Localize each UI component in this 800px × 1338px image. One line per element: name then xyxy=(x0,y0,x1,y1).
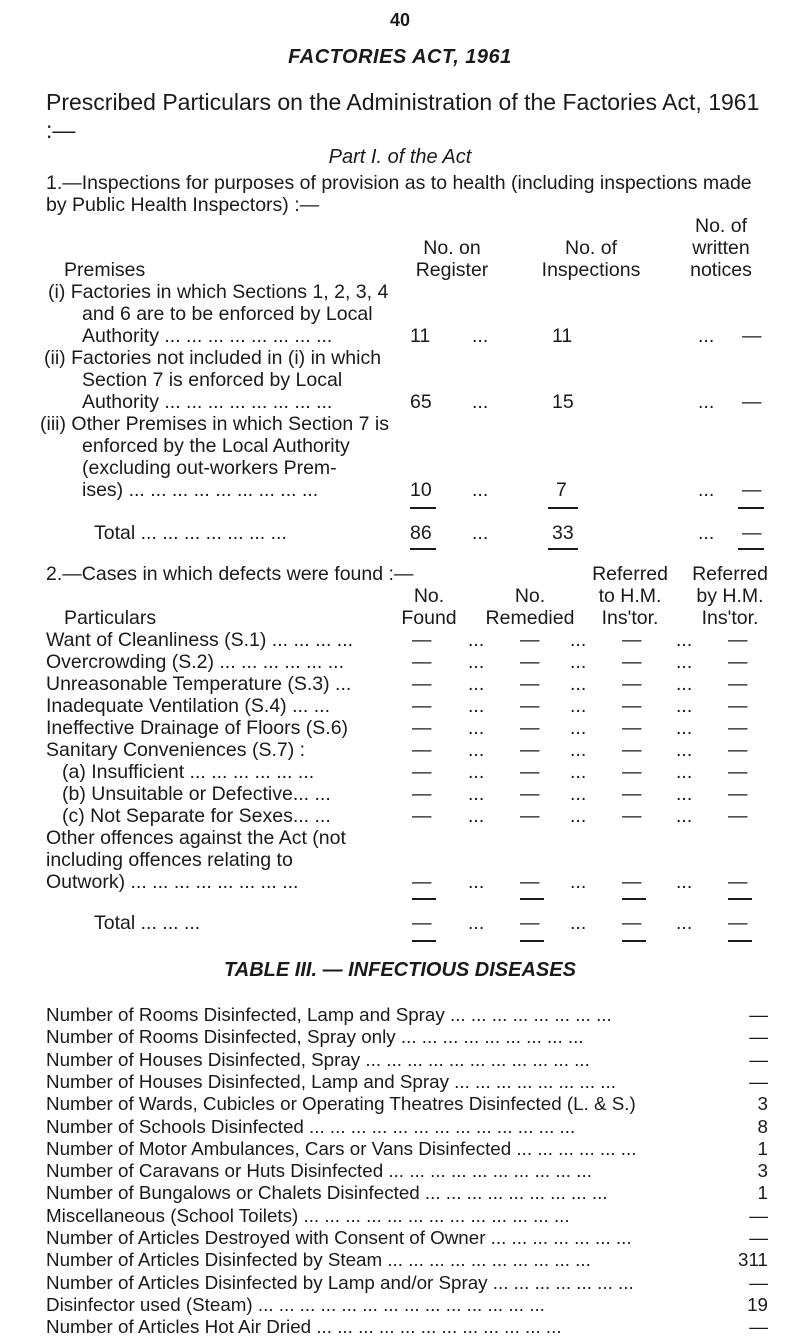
infectious-row-label: Number of Articles Disinfected by Steam ... ... ... ... ... ... ... ... ... ... xyxy=(46,1249,591,1270)
defect-row-label: Sanitary Conveniences (S.7) : xyxy=(46,739,306,761)
defect-row-found: — xyxy=(412,629,432,651)
rule-notices-bottom xyxy=(738,548,764,550)
col-notices-header-1: No. of xyxy=(694,215,748,237)
section2-total-ref-by: — xyxy=(728,912,748,934)
defect-row-sep-1: ... xyxy=(468,783,485,805)
defect-row-remedied: — xyxy=(520,717,540,739)
col-notices-header-3: notices xyxy=(690,259,752,281)
row-iii-label-4: ises) ... ... ... ... ... ... ... ... ... xyxy=(82,479,319,501)
row-iii-sep-1: ... xyxy=(472,479,489,501)
defect-row-found: — xyxy=(412,805,432,827)
defect-row-found: — xyxy=(412,651,432,673)
defect-row-found: — xyxy=(412,739,432,761)
rule-ref-by-bottom xyxy=(728,940,752,942)
defect-row-ref-by: — xyxy=(728,695,748,717)
defect-row-sep-3: ... xyxy=(676,783,693,805)
table3-title: TABLE III. — INFECTIOUS DISEASES xyxy=(224,959,576,981)
section2-total-ref-to: — xyxy=(622,912,642,934)
defect-row-sep-1: ... xyxy=(468,761,485,783)
row-i-sep-1: ... xyxy=(472,325,489,347)
row-i-notices: — xyxy=(742,325,762,347)
defect-row-ref-by: — xyxy=(728,739,748,761)
defect-row-label: Ineffective Drainage of Floors (S.6) xyxy=(46,717,349,739)
row-iii-sep-2: ... xyxy=(698,479,715,501)
defect-row-ref-by: — xyxy=(728,673,748,695)
row-i-label-3: Authority ... ... ... ... ... ... ... ... xyxy=(82,325,333,347)
infectious-row-value: 3 xyxy=(757,1160,768,1181)
defect-row-sep-1: ... xyxy=(468,673,485,695)
defect-row-remedied: — xyxy=(520,805,540,827)
row-ii-label-3: Authority ... ... ... ... ... ... ... ... xyxy=(82,391,333,413)
col-ref-to-header-3: Ins'tor. xyxy=(601,607,659,629)
defect-row-ref-to: — xyxy=(622,805,642,827)
defect-row-found: — xyxy=(412,783,432,805)
row-ii-label-1: (ii) Factories not included in (i) in which xyxy=(44,347,382,369)
section2-total-sep-1: ... xyxy=(468,912,485,934)
infectious-row-value: 311 xyxy=(738,1249,768,1270)
rule-remedied-bottom xyxy=(520,940,544,942)
section2-title: 2.—Cases in which defects were found :— xyxy=(46,563,414,585)
defect-row-sep-1: ... xyxy=(468,651,485,673)
rule-inspections-bottom xyxy=(548,548,578,550)
defect-row-sep-3: ... xyxy=(676,673,693,695)
infectious-row-label: Disinfector used (Steam) ... ... ... ... ... ... ... ... ... ... ... ... ... ... xyxy=(46,1294,545,1315)
row-iii-label-1: (iii) Other Premises in which Section 7 is xyxy=(40,413,389,435)
defect-row-sep-3: ... xyxy=(676,695,693,717)
infectious-row-value: — xyxy=(749,1205,768,1226)
row-ii-sep-1: ... xyxy=(472,391,489,413)
col-inspections-header-1: No. of xyxy=(564,237,618,259)
section2-total-found: — xyxy=(412,912,432,934)
col-premises-header: Premises xyxy=(64,259,146,281)
defect-row-label: (b) Unsuitable or Defective... ... xyxy=(62,783,331,805)
row-i-label-2: and 6 are to be enforced by Local xyxy=(82,303,373,325)
defect-row-label: Inadequate Ventilation (S.4) ... ... xyxy=(46,695,331,717)
defect-row-label: Overcrowding (S.2) ... ... ... ... ... ... xyxy=(46,651,344,673)
part-heading: Part I. of the Act xyxy=(328,146,472,168)
other-offences-remedied: — xyxy=(520,871,540,893)
defect-row-sep-2: ... xyxy=(570,695,587,717)
infectious-row-label: Number of Rooms Disinfected, Spray only ... ... ... ... ... ... ... ... ... xyxy=(46,1026,584,1047)
defect-row-ref-by: — xyxy=(728,651,748,673)
defect-row-sep-3: ... xyxy=(676,805,693,827)
defect-row-label: Unreasonable Temperature (S.3) ... xyxy=(46,673,352,695)
infectious-row-value: 3 xyxy=(757,1093,768,1114)
defect-row-label: (a) Insufficient ... ... ... ... ... ... xyxy=(62,761,315,783)
rule-register-top xyxy=(410,507,436,509)
infectious-row-value: 1 xyxy=(757,1182,768,1203)
row-iii-notices: — xyxy=(742,479,762,501)
col-remedied-header-2: Remedied xyxy=(485,607,575,629)
defect-row-remedied: — xyxy=(520,695,540,717)
col-ref-to-header-2: to H.M. xyxy=(598,585,662,607)
defect-row-sep-3: ... xyxy=(676,651,693,673)
infectious-row-value: — xyxy=(749,1071,768,1092)
infectious-row-value: — xyxy=(749,1049,768,1070)
intro-paragraph: Prescribed Particulars on the Administration of the Factories Act, 1961 :— xyxy=(46,89,760,143)
rule-ref-to-top xyxy=(622,898,646,900)
defect-row-sep-3: ... xyxy=(676,761,693,783)
infectious-row-value: 1 xyxy=(757,1138,768,1159)
defect-row-sep-3: ... xyxy=(676,629,693,651)
defect-row-found: — xyxy=(412,761,432,783)
infectious-row-label: Number of Houses Disinfected, Spray ... ... ... ... ... ... ... ... ... ... ... xyxy=(46,1049,590,1070)
row-iii-label-2: enforced by the Local Authority xyxy=(82,435,350,457)
defect-row-sep-2: ... xyxy=(570,717,587,739)
col-register-header-2: Register xyxy=(415,259,489,281)
defect-row-sep-2: ... xyxy=(570,805,587,827)
defect-row-sep-2: ... xyxy=(570,629,587,651)
defect-row-ref-by: — xyxy=(728,805,748,827)
section2-total-sep-2: ... xyxy=(570,912,587,934)
defect-row-ref-to: — xyxy=(622,629,642,651)
defect-row-remedied: — xyxy=(520,761,540,783)
col-found-header-2: Found xyxy=(401,607,457,629)
rule-ref-to-bottom xyxy=(622,940,646,942)
row-ii-register: 65 xyxy=(410,391,432,413)
other-offences-label-3: Outwork) ... ... ... ... ... ... ... ... xyxy=(46,871,299,893)
defect-row-found: — xyxy=(412,673,432,695)
row-iii-register: 10 xyxy=(410,479,432,501)
rule-register-bottom xyxy=(410,548,436,550)
row-iii-label-3: (excluding out-workers Prem- xyxy=(82,457,337,479)
infectious-row-label: Miscellaneous (School Toilets) ... ... ... ... ... ... ... ... ... ... ... ... ... xyxy=(46,1205,570,1226)
total-label: Total ... ... ... ... ... ... ... xyxy=(94,522,287,544)
infectious-row-value: — xyxy=(749,1227,768,1248)
defect-row-remedied: — xyxy=(520,629,540,651)
infectious-row-label: Number of Articles Hot Air Dried ... ... ... ... ... ... ... ... ... ... ... ... xyxy=(46,1316,562,1337)
defect-row-label: (c) Not Separate for Sexes... ... xyxy=(62,805,331,827)
other-offences-found: — xyxy=(412,871,432,893)
col-ref-by-header-1: Referred xyxy=(692,563,768,585)
rule-remedied-top xyxy=(520,898,544,900)
col-register-header-1: No. on xyxy=(423,237,481,259)
document-heading: FACTORIES ACT, 1961 xyxy=(288,46,512,68)
defect-row-sep-2: ... xyxy=(570,651,587,673)
section2-total-remedied: — xyxy=(520,912,540,934)
total-inspections: 33 xyxy=(552,522,574,544)
defect-row-sep-1: ... xyxy=(468,717,485,739)
defect-row-sep-3: ... xyxy=(676,739,693,761)
infectious-row-label: Number of Bungalows or Chalets Disinfected ... ... ... ... ... ... ... ... ... xyxy=(46,1182,608,1203)
row-i-register: 11 xyxy=(410,325,431,347)
defect-row-ref-by: — xyxy=(728,717,748,739)
col-ref-by-header-2: by H.M. xyxy=(696,585,764,607)
col-ref-by-header-3: Ins'tor. xyxy=(701,607,759,629)
section1-title: 1.—Inspections for purposes of provision as to health (including inspections made by Public Health Inspectors) :— xyxy=(46,172,752,216)
total-register: 86 xyxy=(410,522,432,544)
infectious-row-value: — xyxy=(749,1004,768,1025)
defect-row-sep-2: ... xyxy=(570,673,587,695)
rule-found-top xyxy=(412,898,436,900)
defect-row-ref-to: — xyxy=(622,673,642,695)
other-offences-ref-to: — xyxy=(622,871,642,893)
other-offences-label-1: Other offences against the Act (not xyxy=(46,827,346,849)
row-i-label-1: (i) Factories in which Sections 1, 2, 3, 4 xyxy=(48,281,389,303)
col-ref-to-header-1: Referred xyxy=(592,563,668,585)
infectious-row-value: — xyxy=(749,1026,768,1047)
defect-row-ref-to: — xyxy=(622,761,642,783)
infectious-row-value: — xyxy=(749,1316,768,1337)
rule-found-bottom xyxy=(412,940,436,942)
other-offences-ref-by: — xyxy=(728,871,748,893)
infectious-row-label: Number of Caravans or Huts Disinfected ... ... ... ... ... ... ... ... ... ... xyxy=(46,1160,592,1181)
col-found-header-1: No. xyxy=(413,585,445,607)
defect-row-sep-1: ... xyxy=(468,695,485,717)
row-ii-label-2: Section 7 is enforced by Local xyxy=(82,369,343,391)
other-offences-sep-2: ... xyxy=(570,871,587,893)
infectious-row-label: Number of Articles Destroyed with Consent of Owner ... ... ... ... ... ... ... xyxy=(46,1227,632,1248)
row-i-sep-2: ... xyxy=(698,325,715,347)
total-notices: — xyxy=(742,522,762,544)
defect-row-remedied: — xyxy=(520,651,540,673)
defect-row-ref-to: — xyxy=(622,739,642,761)
infectious-row-label: Number of Houses Disinfected, Lamp and Spray ... ... ... ... ... ... ... ... xyxy=(46,1071,616,1092)
row-ii-sep-2: ... xyxy=(698,391,715,413)
section2-total-label: Total ... ... ... xyxy=(94,912,201,934)
defect-row-ref-by: — xyxy=(728,761,748,783)
defect-row-ref-by: — xyxy=(728,629,748,651)
defect-row-ref-to: — xyxy=(622,783,642,805)
defect-row-remedied: — xyxy=(520,739,540,761)
col-particulars-header: Particulars xyxy=(64,607,157,629)
row-ii-inspections: 15 xyxy=(552,391,574,413)
defect-row-sep-1: ... xyxy=(468,629,485,651)
row-ii-notices: — xyxy=(742,391,762,413)
infectious-row-value: 8 xyxy=(757,1116,768,1137)
defect-row-label: Want of Cleanliness (S.1) ... ... ... ... xyxy=(46,629,354,651)
defect-row-ref-to: — xyxy=(622,651,642,673)
other-offences-sep-3: ... xyxy=(676,871,693,893)
defect-row-ref-to: — xyxy=(622,695,642,717)
infectious-row-label: Number of Rooms Disinfected, Lamp and Spray ... ... ... ... ... ... ... ... xyxy=(46,1004,612,1025)
defect-row-found: — xyxy=(412,717,432,739)
infectious-row-label: Number of Schools Disinfected ... ... ... ... ... ... ... ... ... ... ... ... ... xyxy=(46,1116,576,1137)
col-remedied-header-1: No. xyxy=(514,585,546,607)
defect-row-found: — xyxy=(412,695,432,717)
other-offences-sep-1: ... xyxy=(468,871,485,893)
section2-total-sep-3: ... xyxy=(676,912,693,934)
defect-row-sep-2: ... xyxy=(570,739,587,761)
row-i-inspections: 11 xyxy=(552,325,573,347)
col-notices-header-2: written xyxy=(692,237,750,259)
infectious-row-value: — xyxy=(749,1272,768,1293)
row-iii-inspections: 7 xyxy=(556,479,567,501)
defect-row-sep-2: ... xyxy=(570,783,587,805)
defect-row-sep-1: ... xyxy=(468,805,485,827)
defect-row-sep-2: ... xyxy=(570,761,587,783)
other-offences-label-2: including offences relating to xyxy=(46,849,293,871)
defect-row-sep-3: ... xyxy=(676,717,693,739)
defect-row-ref-by: — xyxy=(728,783,748,805)
page-number: 40 xyxy=(389,10,411,30)
col-inspections-header-2: Inspections xyxy=(541,259,641,281)
defect-row-remedied: — xyxy=(520,673,540,695)
infectious-row-label: Number of Wards, Cubicles or Operating Theatres Disinfected (L. & S.) xyxy=(46,1093,636,1114)
defect-row-sep-1: ... xyxy=(468,739,485,761)
total-sep-2: ... xyxy=(698,522,715,544)
total-sep-1: ... xyxy=(472,522,489,544)
rule-notices-top xyxy=(738,507,764,509)
rule-inspections-top xyxy=(548,507,578,509)
rule-ref-by-top xyxy=(728,898,752,900)
infectious-row-value: 19 xyxy=(747,1294,768,1315)
infectious-row-label: Number of Motor Ambulances, Cars or Vans Disinfected ... ... ... ... ... ... xyxy=(46,1138,637,1159)
defect-row-remedied: — xyxy=(520,783,540,805)
infectious-row-label: Number of Articles Disinfected by Lamp and/or Spray ... ... ... ... ... ... ... xyxy=(46,1272,634,1293)
defect-row-ref-to: — xyxy=(622,717,642,739)
